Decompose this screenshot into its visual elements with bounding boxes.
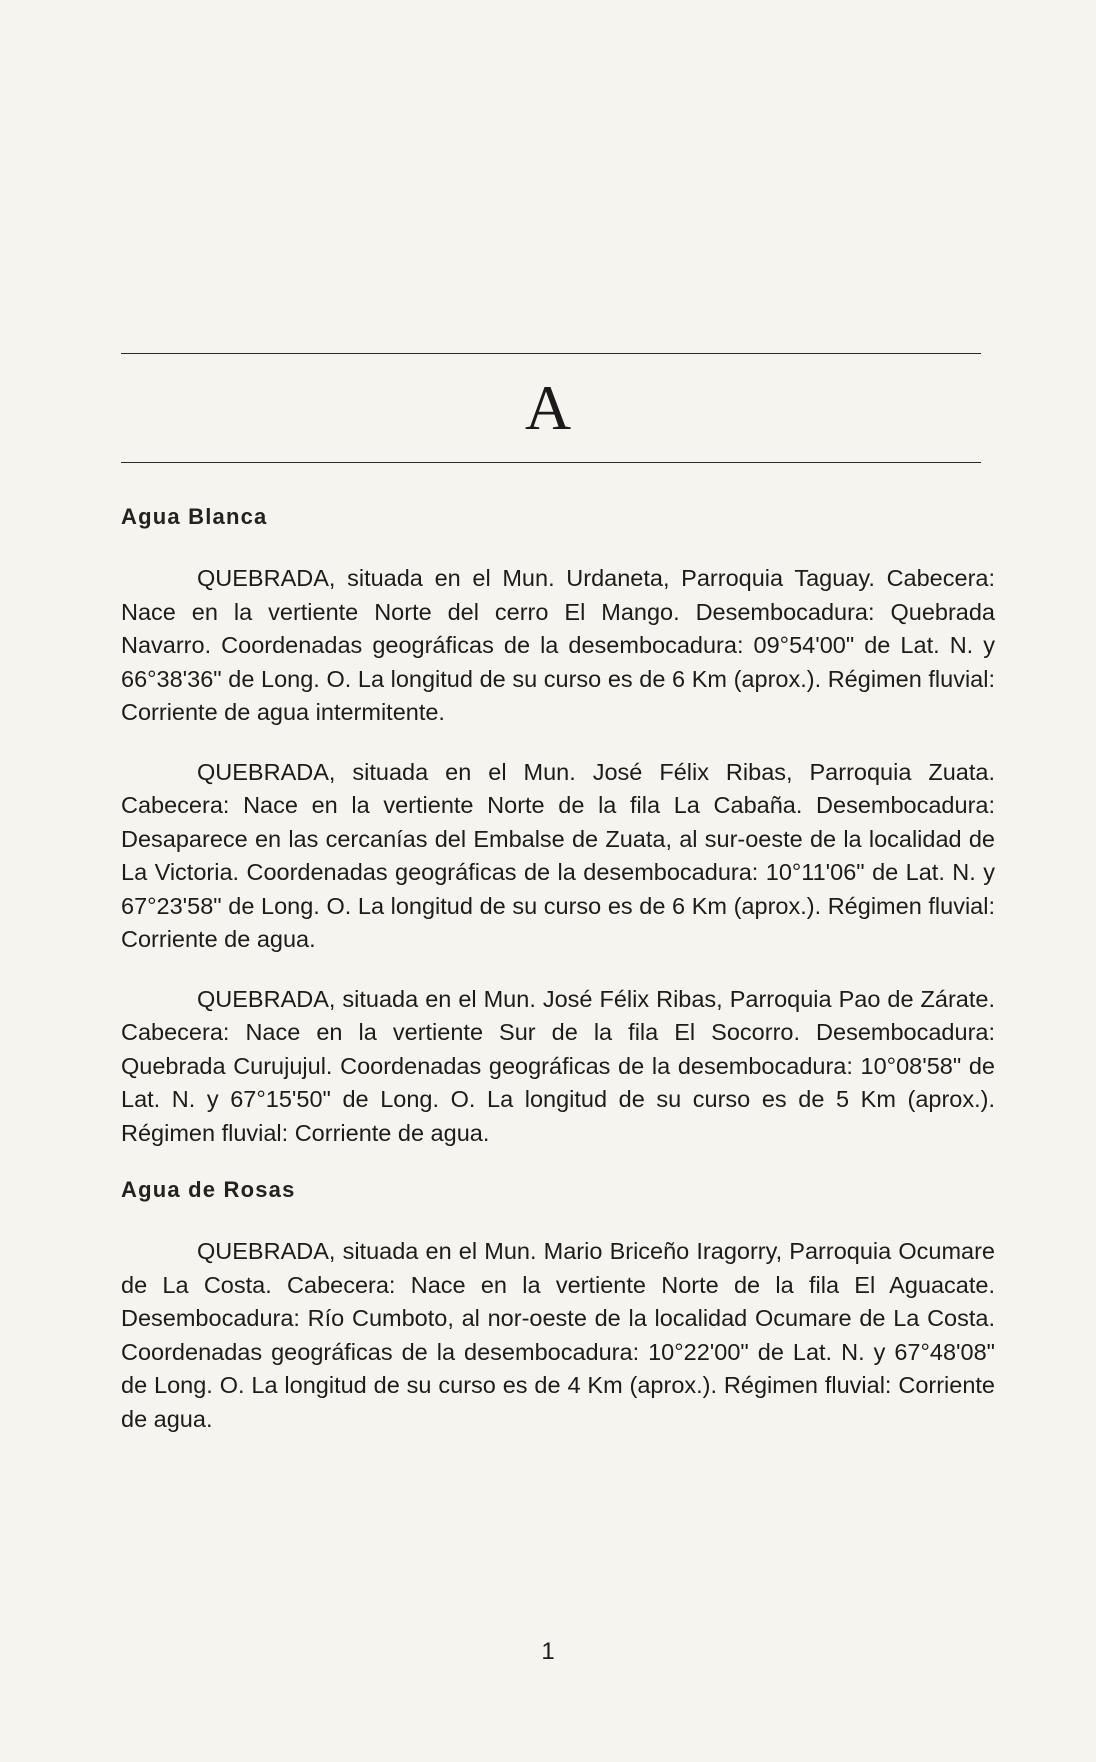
entry-paragraph: QUEBRADA, situada en el Mun. José Félix Ribas, Parroquia Zuata. Cabecera: Nace en la vertiente Norte de la fila La Cabaña. Desembocadura: Desaparece en las cercanías del Embalse de Zuata, al sur-oeste de la localidad de La Victoria. Coordenadas geográficas de la desembocadura: 10°11'06" de Lat. N. y 67°23'58" de Long. O. La longitud de su curso es de 6 Km (aprox.). Régimen fluvial: Corriente de agua. — [121, 758, 995, 952]
section-rule-bottom — [121, 462, 981, 463]
entry-paragraph: QUEBRADA, situada en el Mun. José Félix Ribas, Parroquia Pao de Zárate. Cabecera: Nace en la vertiente Sur de la fila El Socorro. Desembocadura: Quebrada Curujujul. Coordenadas geográficas de la desembocadura: 10°08'58" de Lat. N. y 67°15'50" de Long. O. La longitud de su curso es de 5 Km (aprox.). Régimen fluvial: Corriente de agua. — [121, 985, 995, 1146]
entry-paragraph: QUEBRADA, situada en el Mun. Mario Briceño Iragorry, Parroquia Ocumare de La Costa. Cabecera: Nace en la vertiente Norte de la fila El Aguacate. Desembocadura: Río Cumboto, al nor-oeste de la localidad Ocumare de La Costa. Coordenadas geográficas de la desembocadura: 10°22'00" de Lat. N. y 67°48'08" de Long. O. La longitud de su curso es de 4 Km (aprox.). Régimen fluvial: Corriente de agua. — [121, 1238, 995, 1432]
section-rule-top — [121, 353, 981, 354]
entry-title: Agua Blanca — [121, 504, 268, 529]
section-letter: A — [524, 372, 572, 443]
dictionary-content — [121, 503, 995, 1462]
entry-agua-blanca — [121, 503, 995, 1150]
entry-agua-de-rosas — [121, 1176, 995, 1436]
page-number: 1 — [541, 1638, 555, 1665]
entry-paragraph: QUEBRADA, situada en el Mun. Urdaneta, Parroquia Taguay. Cabecera: Nace en la vertiente Norte del cerro El Mango. Desembocadura: Quebrada Navarro. Coordenadas geográficas de la desembocadura: 09°54'00" de Lat. N. y 66°38'36" de Long. O. La longitud de su curso es de 6 Km (aprox.). Régimen fluvial: Corriente de agua intermitente. — [121, 565, 995, 725]
entry-title: Agua de Rosas — [121, 1177, 296, 1202]
